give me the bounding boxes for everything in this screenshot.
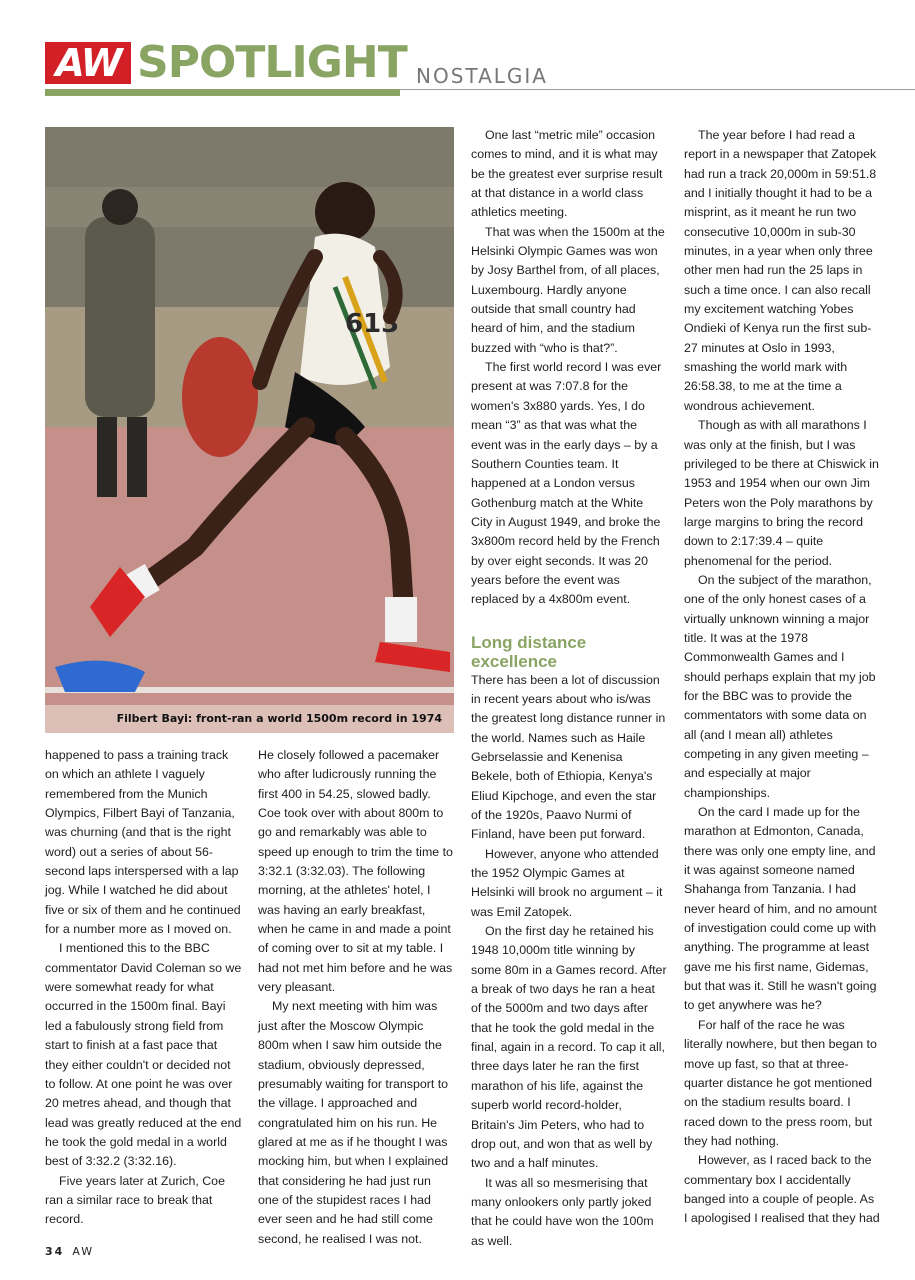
paragraph: The year before I had read a report in a newspaper that Zatopek had run a track 20,000m in 59:51.8 and I initially thought it had to be a misprint, as it meant he run two consecutive 10,000m in sub-30 minutes, in a year when only three other men had run the 25 laps in such a time once. I can also recall my excitement watching Yobes Ondieki of Kenya run the first sub-27 minutes at Oslo in 1993, smashing the world mark with 26:58.38, to me at the time a wondrous achievement.	[684, 128, 877, 413]
paragraph: However, anyone who attended the 1952 Olympic Games at Helsinki will brook no argument – it was Emil Zatopek.	[471, 846, 663, 919]
aw-logo: AW	[45, 42, 131, 84]
paragraph: I mentioned this to the BBC commentator David Coleman so we were somewhat ready for what occurred in the 1500m final. Bayi led a fabulously strong field from start to finish at a fast pace that they either couldn't or decided not to follow. At one point he was over 20 metres ahead, and though that lead was greatly reduced at the end he took the gold medal in a world best of 3:32.2 (3:32.16).	[45, 941, 242, 1169]
magazine-name: AW	[72, 1245, 95, 1258]
paragraph: On the subject of the marathon, one of the only honest cases of a virtually unknown winning a major title. It was at the 1978 Commonwealth Games and I should perhaps explain that my job for the BBC was to provide the commentators with some data on all (and I mean all) athletes competing in any given meeting – and especially at major championships.	[684, 572, 876, 800]
photo-caption: Filbert Bayi: front-ran a world 1500m record in 1974	[116, 712, 442, 725]
header-rule	[400, 89, 915, 90]
article-column-2	[258, 746, 454, 1249]
paragraph: The first world record I was ever present at was 7:07.8 for the women's 3x880 yards. Yes, I do mean “3” as that was what the event was in the early days – by a Southern Counties team. It happened at a London versus Gothenburg match at the White City in August 1949, and broke the 3x800m record held by the French by over eight seconds. It was 20 years before the event was replaced by a 4x800m event.	[471, 360, 662, 607]
page-footer	[45, 1245, 94, 1258]
paragraph: That was when the 1500m at the Helsinki Olympic Games was won by Josy Barthel from, of all places, Luxembourg. Hardly anyone outside that small country had heard of him, and the stadium buzzed with “who is that?”.	[471, 224, 665, 355]
paragraph: On the first day he retained his 1948 10,000m title winning by some 80m in a Games record. After a break of two days he ran a heat of the 5000m and two days after that he took the gold medal in the final, again in a record. To cap it all, three days later he ran the first marathon of his life, against the superb world record-holder, Britain's Jim Peters, who had to drop out, and won that as well by two and a half minutes.	[471, 924, 667, 1171]
paragraph: It was all so mesmerising that many onlookers only partly joked that he could have won the 100m as well.	[471, 1175, 654, 1248]
paragraph: There has been a lot of discussion in recent years about who is/was the greatest long distance runner in the world. Names such as Haile Gebrselassie and Kenenisa Bekele, both of Ethiopia, Kenya's Eliud Kipchoge, and even the star of the 1920s, Paavo Nurmi of Finland, have been put forward.	[471, 672, 666, 842]
page-number: 34	[45, 1245, 65, 1258]
bib-number: 613	[345, 309, 400, 339]
athlete-photo	[45, 127, 454, 733]
section-title: SPOTLIGHT	[137, 37, 407, 88]
paragraph: One last “metric mile” occasion comes to mind, and it is what may be the greatest ever surprise result at that distance in a world class athletics meeting.	[471, 128, 663, 220]
paragraph: However, as I raced back to the commentary box I accidentally banged into a couple of people. As I apologised I realised that they had	[684, 1153, 880, 1226]
article-column-3	[471, 126, 667, 1251]
paragraph: Though as with all marathons I was only at the finish, but I was privileged to be there at Chiswick in 1953 and 1954 when our own Jim Peters won the Poly marathons by large margins to bring the record down to 2:17:39.4 – quite phenomenal for the period.	[684, 418, 879, 568]
runner-illustration	[45, 127, 454, 733]
article-column-4	[684, 126, 880, 1229]
subsection-title: NOSTALGIA	[416, 64, 548, 88]
paragraph: On the card I made up for the marathon at Edmonton, Canada, there was only one empty line, and it was against someone named Shahanga from Tanzania. I had never heard of him, and no amount of investigation could come up with anything. The programme at least gave me his first name, Gidemas, but that was it. Still he wasn't going to get anywhere was he?	[684, 805, 877, 1013]
header-rule-accent	[45, 89, 400, 96]
paragraph: happened to pass a training track on which an athlete I vaguely remembered from the Munich Olympics, Filbert Bayi of Tanzania, was churning (and that is the right word) out a series of about 56-second laps interspersed with a lap jog. While I watched he did about five or six of them and he continued for a number more as I moved on.	[45, 748, 241, 937]
subheading: Long distance excellence	[471, 632, 587, 671]
paragraph: My next meeting with him was just after the Moscow Olympic 800m when I saw him outside the stadium, obviously depressed, presumably waiting for transport to the village. I approached and congratulated him on his run. He glared at me as if he thought I was mocking him, but when I explained that considering he had just run one of the stupidest races I had ever seen and he had still come second, he realised I was not.	[258, 999, 449, 1246]
article-column-1	[45, 746, 242, 1230]
paragraph: For half of the race he was literally nowhere, but then began to move up fast, so that at three-quarter distance he got mentioned on the stadium results board. I raced down to the press room, but they had nothing.	[684, 1017, 877, 1148]
paragraph: Five years later at Zurich, Coe ran a similar race to break that record.	[45, 1173, 225, 1227]
paragraph: He closely followed a pacemaker who after ludicrously running the first 400 in 54.25, slowed badly. Coe took over with about 800m to go and remarkably was able to speed up enough to trim the time to 3:32.1 (3:32.03). The following morning, at the athletes' hotel, I was having an early breakfast, when he came in and made a point of coming over to sit at my table. I had not met him before and he was very pleasant.	[258, 748, 453, 995]
